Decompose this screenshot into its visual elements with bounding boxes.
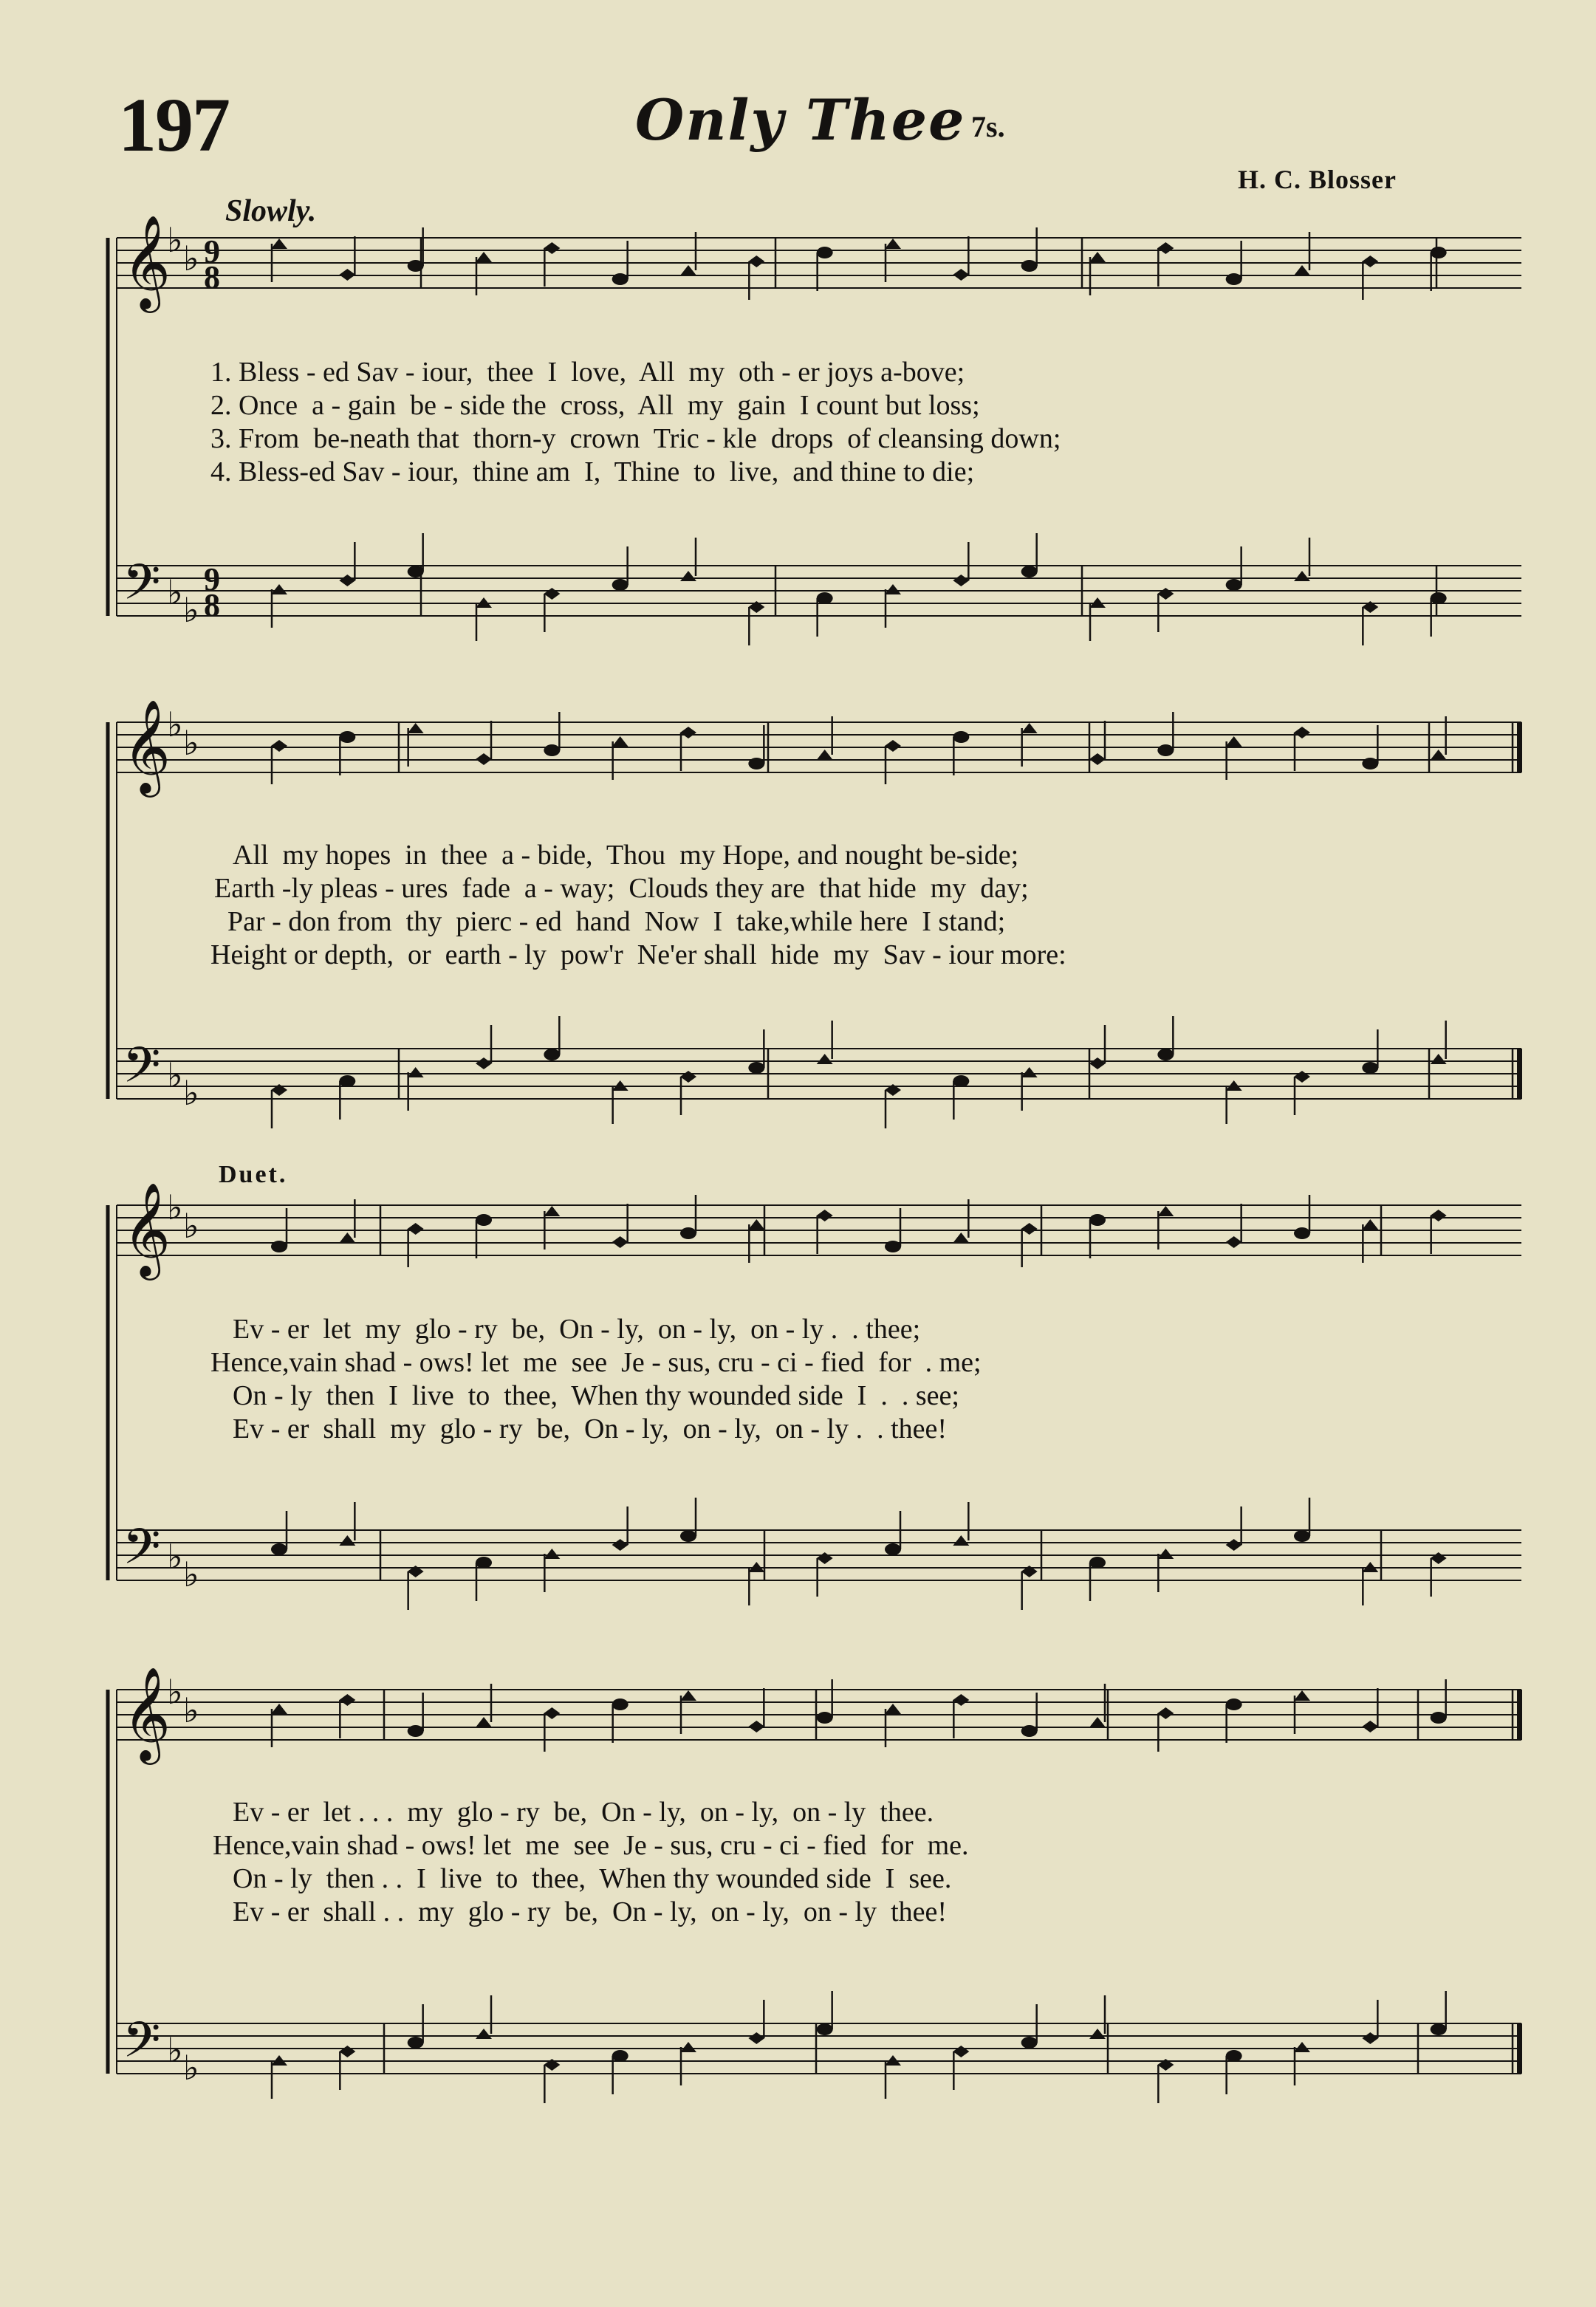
- note-head: [1294, 1071, 1310, 1083]
- note-head: [1431, 592, 1447, 604]
- note-head: [612, 1539, 629, 1551]
- note-head: [953, 731, 969, 743]
- note-head: [271, 1704, 287, 1714]
- note-head: [476, 2029, 492, 2039]
- note-head: [885, 740, 901, 752]
- time-signature-bottom: 8: [204, 587, 220, 623]
- note-head: [476, 1214, 492, 1226]
- duet-marking: Duet.: [219, 1161, 288, 1188]
- note-head: [1157, 1549, 1174, 1559]
- note-head: [1021, 2037, 1038, 2049]
- note-head: [1362, 256, 1378, 267]
- note-head: [1157, 1049, 1174, 1060]
- note-head: [408, 1067, 424, 1077]
- note-head: [885, 1241, 901, 1252]
- time-signature-bottom: 8: [204, 259, 220, 295]
- note-head: [1431, 1712, 1447, 1724]
- flat-icon: ♭: [183, 724, 199, 762]
- lyric-verse-2: Earth -ly pleas - ures fade a - way; Clouds they are that hide my day;: [214, 873, 1029, 904]
- lyric-verse-4: 4. Bless-ed Sav - iour, thine am I, Thine to live, and thine to die;: [210, 456, 975, 487]
- note-head: [544, 744, 560, 756]
- note-head: [817, 750, 833, 760]
- flat-icon: ♭: [167, 706, 183, 744]
- note-head: [817, 247, 833, 258]
- flat-icon: ♭: [183, 1556, 199, 1594]
- time-signature-top: 9: [204, 233, 220, 270]
- note-head: [1294, 265, 1310, 275]
- note-head: [1294, 1227, 1310, 1239]
- note-head: [612, 1698, 629, 1710]
- note-head: [953, 1075, 969, 1087]
- lyric-verse-2: Hence,vain shad - ows! let me see Je - sus, cru - ci - fied for . me;: [210, 1347, 982, 1378]
- treble-clef-icon: 𝄞: [123, 214, 171, 309]
- note-head: [271, 239, 287, 249]
- note-head: [1157, 588, 1174, 600]
- note-head: [817, 1552, 833, 1564]
- lyric-verse-3: 3. From be-neath that thorn-y crown Tric - kle drops of cleansing down;: [210, 423, 1061, 454]
- note-head: [1089, 1557, 1106, 1569]
- note-head: [1021, 1725, 1038, 1737]
- note-head: [408, 1223, 424, 1235]
- note-head: [271, 584, 287, 594]
- note-head: [1431, 1054, 1447, 1064]
- flat-icon: ♭: [167, 574, 183, 611]
- flat-icon: ♭: [167, 1673, 183, 1711]
- lyric-verse-1: 1. Bless - ed Sav - iour, thee I love, All my oth - er joys a-bove;: [210, 357, 965, 388]
- flat-icon: ♭: [167, 1189, 183, 1227]
- note-head: [1089, 1057, 1106, 1069]
- flat-icon: ♭: [183, 2049, 199, 2087]
- lyric-verse-3: On - ly then . . I live to thee, When thy wounded side I see.: [233, 1863, 952, 1894]
- note-head: [953, 2046, 969, 2057]
- note-head: [953, 1233, 969, 1243]
- flat-icon: ♭: [167, 1057, 183, 1094]
- note-head: [817, 592, 833, 604]
- note-head: [1089, 1717, 1106, 1727]
- flat-icon: ♭: [183, 1692, 199, 1730]
- note-head: [1362, 1062, 1378, 1074]
- note-head: [1157, 1707, 1174, 1719]
- note-head: [476, 1557, 492, 1569]
- note-head: [817, 1712, 833, 1724]
- note-head: [885, 239, 901, 249]
- note-head: [271, 1241, 287, 1252]
- note-head: [1294, 571, 1310, 581]
- note-head: [1431, 1210, 1447, 1221]
- flat-icon: ♭: [167, 222, 183, 259]
- note-head: [1226, 1539, 1242, 1551]
- note-head: [1362, 758, 1378, 769]
- note-head: [1294, 2042, 1310, 2052]
- note-head: [953, 1535, 969, 1546]
- hymn-title: Only Thee: [635, 87, 966, 153]
- note-head: [680, 1530, 696, 1542]
- note-head: [339, 1535, 355, 1546]
- note-head: [953, 575, 969, 586]
- note-head: [1089, 2029, 1106, 2039]
- note-head: [817, 2023, 833, 2035]
- note-head: [544, 1707, 560, 1719]
- note-head: [339, 1233, 355, 1243]
- note-head: [817, 1054, 833, 1064]
- note-head: [1226, 1236, 1242, 1248]
- note-head: [339, 2046, 355, 2057]
- bass-clef-icon: 𝄢: [123, 2012, 161, 2080]
- note-head: [476, 252, 492, 262]
- lyric-verse-2: Hence,vain shad - ows! let me see Je - sus, cru - ci - fied for me.: [213, 1830, 969, 1861]
- flat-icon: ♭: [167, 2032, 183, 2069]
- note-head: [1226, 736, 1242, 747]
- note-head: [339, 1075, 355, 1087]
- note-head: [1294, 1690, 1310, 1701]
- note-head: [680, 265, 696, 275]
- note-head: [1431, 750, 1447, 760]
- note-head: [408, 2037, 424, 2049]
- note-head: [680, 1690, 696, 1701]
- note-head: [1226, 1698, 1242, 1710]
- treble-clef-icon: 𝄞: [123, 1182, 171, 1276]
- note-head: [748, 1219, 764, 1230]
- final-bar-thick: [1517, 1049, 1522, 1099]
- bass-clef-icon: 𝄢: [123, 1037, 161, 1105]
- lyric-verse-2: 2. Once a - gain be - side the cross, All my gain I count but loss;: [210, 390, 980, 421]
- lyric-verse-1: Ev - er let my glo - ry be, On - ly, on - ly, on - ly . . thee;: [233, 1314, 921, 1345]
- note-head: [612, 736, 629, 747]
- note-head: [544, 1206, 560, 1216]
- hymn-number: 197: [118, 83, 229, 168]
- note-head: [476, 1057, 492, 1069]
- note-head: [1431, 1552, 1447, 1564]
- note-head: [1362, 1721, 1378, 1732]
- hymn-meter: 7s.: [971, 110, 1005, 143]
- note-head: [1157, 744, 1174, 756]
- note-head: [476, 753, 492, 765]
- composer-credit: H. C. Blosser: [1238, 165, 1397, 194]
- flat-icon: ♭: [167, 1538, 183, 1576]
- note-head: [1089, 252, 1106, 262]
- note-head: [612, 579, 629, 591]
- flat-icon: ♭: [183, 1074, 199, 1112]
- note-head: [612, 273, 629, 285]
- note-head: [1226, 2050, 1242, 2062]
- note-head: [339, 731, 355, 743]
- note-head: [817, 1210, 833, 1221]
- treble-clef-icon: 𝄞: [123, 1666, 171, 1761]
- note-head: [1021, 723, 1038, 733]
- note-head: [885, 1543, 901, 1555]
- note-head: [1362, 2032, 1378, 2044]
- note-head: [1294, 727, 1310, 738]
- tempo-marking: Slowly.: [225, 194, 317, 228]
- note-head: [953, 1694, 969, 1706]
- note-head: [408, 260, 424, 272]
- note-head: [612, 2050, 629, 2062]
- note-head: [748, 758, 764, 769]
- note-head: [408, 1725, 424, 1737]
- note-head: [1362, 1219, 1378, 1230]
- treble-clef-icon: 𝄞: [123, 699, 171, 793]
- note-head: [544, 1549, 560, 1559]
- note-head: [1226, 273, 1242, 285]
- note-head: [408, 723, 424, 733]
- note-head: [271, 1543, 287, 1555]
- final-bar-thick: [1517, 2023, 1522, 2074]
- note-head: [1021, 566, 1038, 577]
- note-head: [953, 269, 969, 281]
- note-head: [1157, 242, 1174, 254]
- time-signature-top: 9: [204, 561, 220, 597]
- flat-icon: ♭: [183, 240, 199, 278]
- note-head: [1431, 2023, 1447, 2035]
- note-head: [748, 1062, 764, 1074]
- note-head: [885, 1704, 901, 1714]
- note-head: [544, 242, 560, 254]
- note-head: [476, 1717, 492, 1727]
- note-head: [1226, 579, 1242, 591]
- final-bar-thick: [1517, 722, 1522, 772]
- note-head: [1157, 1206, 1174, 1216]
- lyric-verse-1: All my hopes in thee a - bide, Thou my Hope, and nought be-side;: [233, 840, 1019, 871]
- note-head: [1021, 1223, 1038, 1235]
- note-head: [1431, 247, 1447, 258]
- note-head: [408, 566, 424, 577]
- note-head: [748, 256, 764, 267]
- lyric-verse-3: Par - don from thy pierc - ed hand Now I take,while here I stand;: [227, 906, 1006, 937]
- bass-clef-icon: 𝄢: [123, 554, 161, 623]
- note-head: [339, 1694, 355, 1706]
- note-head: [544, 588, 560, 600]
- lyric-verse-4: Height or depth, or earth - ly pow'r Ne'er shall hide my Sav - iour more:: [210, 939, 1066, 970]
- note-head: [1089, 753, 1106, 765]
- note-head: [680, 1227, 696, 1239]
- bass-clef-icon: 𝄢: [123, 1518, 161, 1587]
- note-head: [612, 1236, 629, 1248]
- note-head: [885, 584, 901, 594]
- flat-icon: ♭: [183, 592, 199, 629]
- note-head: [1294, 1530, 1310, 1542]
- note-head: [1021, 1067, 1038, 1077]
- lyric-verse-4: Ev - er shall . . my glo - ry be, On - ly, on - ly, on - ly thee!: [233, 1896, 948, 1927]
- note-head: [1021, 260, 1038, 272]
- note-head: [544, 1049, 560, 1060]
- note-head: [680, 1071, 696, 1083]
- note-head: [339, 269, 355, 281]
- lyric-verse-3: On - ly then I live to thee, When thy wounded side I . . see;: [233, 1380, 959, 1411]
- note-head: [680, 727, 696, 738]
- note-head: [680, 2042, 696, 2052]
- lyric-verse-4: Ev - er shall my glo - ry be, On - ly, on - ly, on - ly . . thee!: [233, 1413, 948, 1444]
- note-head: [339, 575, 355, 586]
- note-head: [680, 571, 696, 581]
- note-head: [271, 740, 287, 752]
- note-head: [1089, 1214, 1106, 1226]
- lyric-verse-1: Ev - er let . . . my glo - ry be, On - ly, on - ly, on - ly thee.: [233, 1797, 934, 1828]
- final-bar-thick: [1517, 1690, 1522, 1740]
- flat-icon: ♭: [183, 1207, 199, 1245]
- note-head: [748, 1721, 764, 1732]
- note-head: [748, 2032, 764, 2044]
